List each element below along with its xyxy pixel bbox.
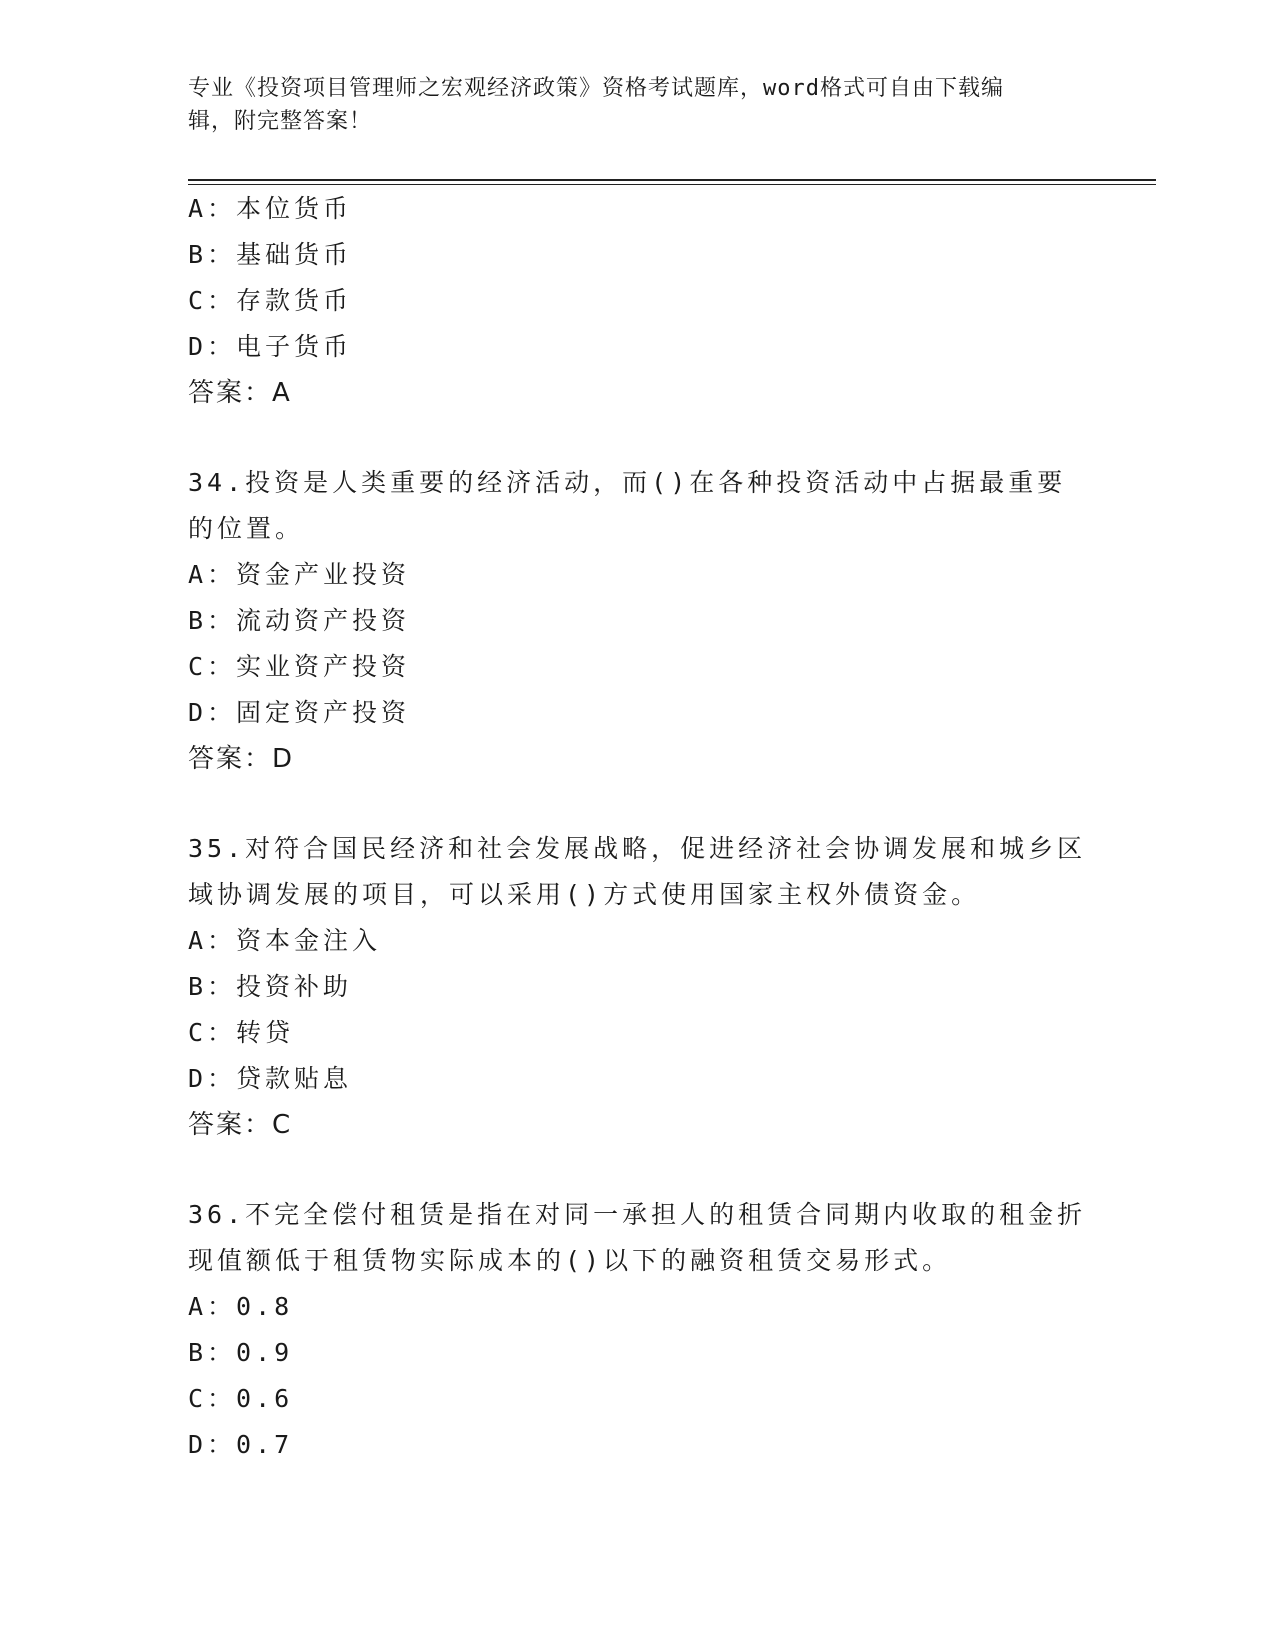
- question-stem: 36.不完全偿付租赁是指在对同一承担人的租赁合同期内收取的租金折现值额低于租赁物实际成本的()以下的融资租赁交易形式。: [188, 1200, 1087, 1275]
- option-c: C：实业资产投资: [188, 652, 411, 681]
- option-d: D：固定资产投资: [188, 698, 411, 727]
- question-block-34: [188, 460, 1088, 782]
- option-a: A：本位货币: [188, 194, 353, 223]
- header-line-1: 专业《投资项目管理师之宏观经济政策》资格考试题库，word格式可自由下载编: [188, 76, 1004, 101]
- option-b: B：投资补助: [188, 972, 353, 1001]
- page-header: [188, 72, 1068, 138]
- answer-label: 答案：C: [188, 1110, 293, 1140]
- option-c: C：转贷: [188, 1018, 295, 1047]
- header-divider: [188, 179, 1156, 185]
- question-list: [188, 186, 1088, 1468]
- question-block-36: [188, 1192, 1088, 1468]
- question-stem: 34.投资是人类重要的经济活动，而()在各种投资活动中占据最重要的位置。: [188, 468, 1067, 543]
- option-c: C：0.6: [188, 1384, 294, 1413]
- answer-label: 答案：D: [188, 744, 295, 774]
- option-a: A：资本金注入: [188, 926, 382, 955]
- option-a: A：资金产业投资: [188, 560, 411, 589]
- option-b: B：流动资产投资: [188, 606, 411, 635]
- option-d: D：贷款贴息: [188, 1064, 353, 1093]
- option-b: B：0.9: [188, 1338, 294, 1367]
- option-d: D：0.7: [188, 1430, 294, 1459]
- header-line-2: 辑，附完整答案！: [188, 109, 373, 134]
- option-a: A：0.8: [188, 1292, 294, 1321]
- question-block-33: [188, 186, 1088, 416]
- option-b: B：基础货币: [188, 240, 353, 269]
- question-stem: 35.对符合国民经济和社会发展战略，促进经济社会协调发展和城乡区域协调发展的项目，可以采用()方式使用国家主权外债资金。: [188, 834, 1087, 909]
- option-c: C：存款货币: [188, 286, 353, 315]
- answer-label: 答案：A: [188, 378, 292, 408]
- option-d: D：电子货币: [188, 332, 353, 361]
- question-block-35: [188, 826, 1088, 1148]
